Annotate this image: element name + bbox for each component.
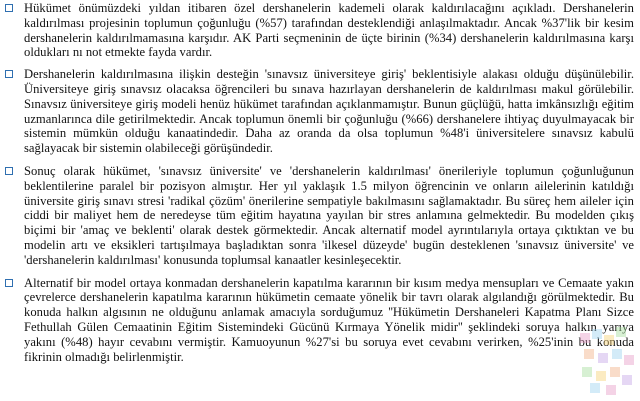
list-item [4,67,634,156]
square-bullet-icon [4,2,18,16]
list-item [4,1,634,60]
square-bullet-icon [4,68,18,82]
square-bullet-icon [4,277,18,291]
paragraph-announcement: Hükümet önümüzdeki yıldan itibaren özel dershanelerin kademeli olarak kaldırılacağını açıkladı. Dershanelerin kaldırılması projesinin toplumun çoğunluğu (%57) tarafından desteklendiği anlaşılmaktadır. Ancak %37'lik bir kesim dershanelerin kaldırılmamasına karşıdır. AK Parti seçmeninin de üçte birinin (%34) dershanelerin kaldırılmasına karşı oldukları nı not etmekte fayda vardır. [24,1,634,60]
paragraph-conclusion: Sonuç olarak hükümet, 'sınavsız üniversite' ve 'dershanelerin kaldırılması' önerileriyle toplumun çoğunluğunun beklentilerine paralel bir pozisyon almıştır. Her yıl yaklaşık 1.5 milyon öğrencinin ve onların ailelerinin katıldığı üniversite giriş sınavı stresi 'radikal çözüm' önerilerine sempatiyle bakılmasını sağlamaktadır. Bu süreç hem aileler için ciddi bir maliyet hem de neredeyse tüm eğitim hayatına yayılan bir stres anlamına gelmektedir. Bu modelden çıkış biçimi bir 'amaç ve beklenti' olarak destek görmektedir. Ancak alternatif model ayrıntılarıyla ortaya çıktıktan ve bu modelin artı ve eksikleri tartışılmaya başladıktan sonra 'ilkesel düzeyde' bugün desteklenen 'sınavsız üniversite' ve 'dershanelerin kaldırılması' konusunda toplumsal kanaatler kesinleşecektir. [24,163,634,267]
list-item [4,164,634,268]
list-item [4,276,634,365]
paragraph-exam-expectation: Dershanelerin kaldırılmasına ilişkin desteğin 'sınavsız üniversiteye giriş' beklentisiyle alakası olduğu düşünülebilir. Üniversiteye giriş sınavsız olacaksa öğrencileri bu sınava hazırlayan dershanelerin de kaldırılması makul görülebilir. Sınavsız üniversiteye giriş modeli henüz hükümet tarafından açıklanmamıştır. Bunun güçlüğü, hatta imkânsızlığı eğitim uzmanlarınca dile getirilmektedir. Ancak toplumun önemli bir çoğunluğu (%66) dershanelere ihtiyaç duyulmayacak bir sistemin mümkün olduğu kanaatindedir. Daha az oranda da olsa toplumun %48'i üniversitelere sınavsız kabulü sağlayacak bir sistemin olabileceği görüşündedir. [24,67,634,156]
paragraph-community-perception: Alternatif bir model ortaya konmadan dershanelerin kapatılma kararının bir kısım medya mensupları ve Cemaate yakın çevrelerce dershanelerin kapatılma kararının hükümetin cemaate yönelik bir tavrı olarak algılandığı görülmektedir. Bu konuda halkın algısının ne olduğunu anlamak amacıyla sorduğumuz ''Hükümetin Dershaneleri Kapatma Planı Sizce Fethullah Gülen Cemaatinin Eğitim Sistemindeki Gücünü Kırmaya Yönelik midir'' şeklindeki soruya halkın yarıya yakını (%48) hayır cevabını vermiştir. Kamuoyunun %27'si bu soruya evet cevabını verirken, %25'inin bu konuda fikrinin olmadığı belirlenmiştir. [24,275,634,364]
square-bullet-icon [4,165,18,179]
